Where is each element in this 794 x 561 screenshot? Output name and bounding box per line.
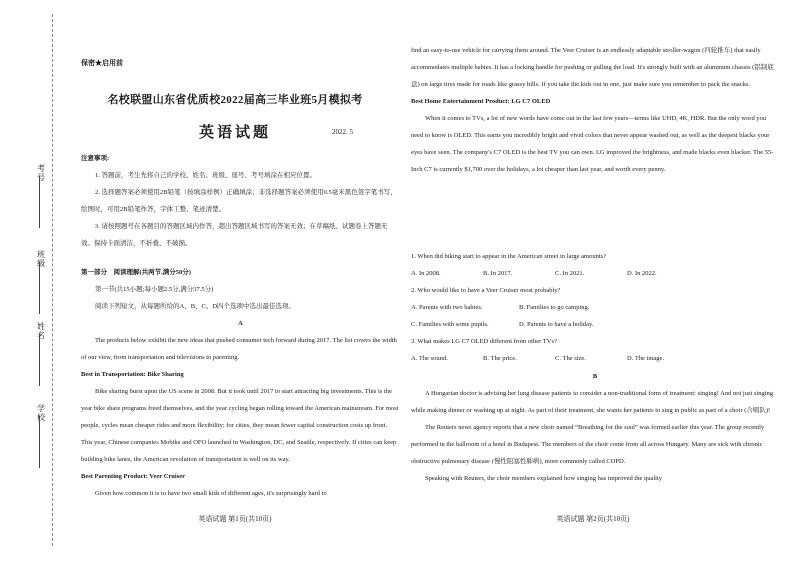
option: C. In 2021. [555,270,585,277]
candidate-number-field [30,164,52,182]
exam-title: 名校联盟山东省优质校2022届高三毕业班5月模拟考 [107,94,363,106]
question-options [411,350,779,367]
school-field [30,404,52,422]
notice-section [81,150,400,252]
notice-item: 1. 答题前，考生先将自己的学校、姓名、班级、座号、考号填涂在相应位置。 [95,172,316,179]
passage-a-continued [411,42,779,178]
option: B. Families to go camping. [519,304,590,311]
option: A. In 2008. [411,270,441,277]
part1-heading: 第一部分 阅读理解(共两节,满分50分) [81,269,191,276]
option: A. Parents with two babies. [411,304,483,311]
passage-b-label: B [592,373,598,380]
passage-intro: The products below exhibit the new ideas that pushed consumer tech forward during 2017. The list covers the width of our view, from transportation and televisions to parenting. [81,337,397,361]
section1-heading: 第一节(共15小题;每小题2.5分,满分37.5分) [95,286,214,293]
section-heading-parenting: Best Parenting Product: Veer Cruiser [81,473,185,480]
school-blank [39,416,40,468]
page-footer-right: 英语试题 第2页(共10页) [556,515,630,523]
name-blank [39,334,40,386]
notice-item: 3. 请按照题号在各题目的答题区域内作答，超出答题区域书写的答案无效；在草稿纸、试题卷上答题无效。保持卡面清洁，不折叠、不破损。 [81,223,388,247]
class-blank [39,262,40,314]
passage-a-label: A [238,320,243,327]
question-options [411,316,779,333]
option: C. Families with some pupils. [411,321,489,328]
section-heading-transportation: Best in Transportation: Bike Sharing [81,371,184,378]
class-field [30,250,52,268]
option: D. The image. [627,355,665,362]
paragraph-lg-oled: When it comes to TVs, a lot of new words have come out in the last few years—terms like UHD, 4K, HDR. But the only word you need to know is OLED. This earns you incredibly bright and vivid colors that never appear washed out, as well as the deepest blacks your eyes have seen. The company's C7 OLED is the best TV you can own. LG improved the brightness, and made blacks even blacker. The 55-Inch C7 is currently $1,700 over the holidays, a lot cheaper than last year, and worth every penny. [411,115,774,173]
candidate-number-blank [39,176,40,228]
binding-fold-line [52,14,53,546]
paragraph-veer-cruiser-continued: find an easy-to-use vehicle for carrying them around. The Veer Cruiser is an endlessly adaptable stroller-wagon (四轮推车) that easily accommodates multiple babies. It has a locking handle for pushing or pulling the load. It's strongly built with an aluminum chassis (铝制底盘) on large tires made for roads like grassy hills. If you take the kids out in one, just make sure you remember to pack the snacks. [411,47,774,88]
page-footer-left: 英语试题 第1页(共10页) [198,515,272,523]
option: D. In 2022. [627,270,657,277]
confidential-mark: 保密★启用前 [81,59,123,67]
exam-date: 2022. 5 [332,128,353,136]
paragraph-b1: A Hungarian doctor is advising her lung disease patients to consider a non-traditional form of treatment: singing! And not just singing while making dinner or washing up at night. As part of their treatment, she wants her patients to sing in public as part of a choir (合唱队)! [411,390,774,414]
class-label: 班 级 [37,250,45,268]
notice-item: 2. 选择题答案必须使用2B铅笔（按填涂样例）正确填涂；非选择题答案必须使用0.5毫米黑色签字笔书写，绘图时，可用2B铅笔作答，字体工整、笔迹清楚。 [81,189,397,213]
instruction: 阅读下列短文，从每题所给的A、B、C、D四个选项中选出最佳选项。 [95,303,296,310]
question-text: 3. What makes LG C7 OLED different from other TVs? [411,338,557,345]
candidate-number-label: 考 号 [37,164,45,182]
paragraph-b2: The Reuters news agency reports that a new choir named “Breathing for the soul” was formed earlier this year. The group recently performed in the ballroom of a hotel in Budapest. The members of the choir come from all across Hungary. Many are sick with chronic obstructive pulmonary disease (慢性阻塞性肺病), more commonly called COPD. [411,424,765,465]
option: B. The price. [483,355,517,362]
paragraph-bike-sharing: Bike sharing burst upon the US scene in 2008. But it took until 2017 to start attracting big investments. This is the year bike share programs freed themselves, and the year cycling began rolling toward the American mainstream. For most people, cycles mean cheaper rides and more flexibility; for cities, they mean fewer capital construction costs up front. This year, Chinese companies Mobike and OFO launched in Washington, DC, and Seattle, respectively. If cities can keep building bike lanes, the American revolution of transportation is well on its way. [81,388,399,463]
question-options [411,299,779,316]
name-field [30,322,52,340]
option: A. The sound. [411,355,448,362]
part1-section [81,264,400,502]
option: D. Parents to have a holiday. [519,321,594,328]
left-page [70,0,400,561]
option: C. The size. [555,355,586,362]
section-heading-entertainment: Best Home Entertainment Product: LG C7 OLED [411,98,551,105]
name-label: 姓 名 [37,322,45,340]
questions-section [411,248,779,367]
question-text: 1. When did biking start to appear in the American street in large amounts? [411,253,607,260]
question-text: 2. Who would like to have a Veer Cruiser most probably? [411,287,561,294]
notice-heading: 注意事项: [81,155,110,162]
paragraph-b3: Speaking with Reuters, the choir members explained how singing has improved the quality [425,475,663,482]
subject-title: 英语试题 [198,125,271,141]
school-label: 学 校 [37,404,45,422]
question-options [411,265,779,282]
passage-b [411,368,779,487]
paragraph-veer-cruiser-start: Given how common it is to have two small kids of different ages, it's surprisingly hard to [95,490,327,497]
binding-margin [0,0,60,561]
right-page [407,0,779,561]
option: B. In 2017. [483,270,513,277]
